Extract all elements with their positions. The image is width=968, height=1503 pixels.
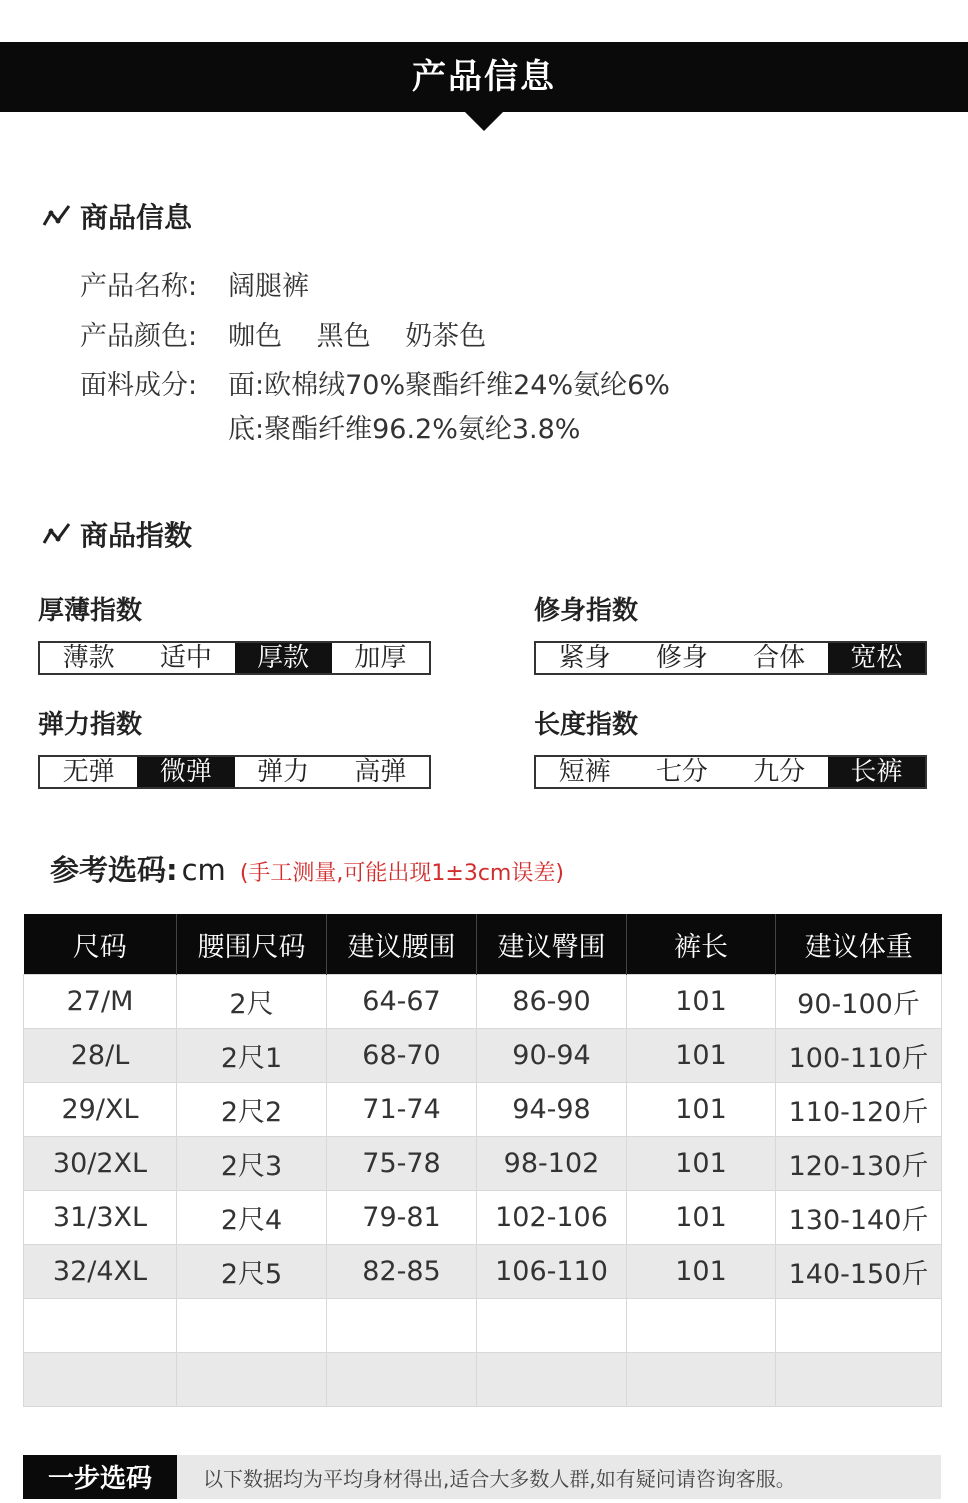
table-cell: 79-81 xyxy=(327,1191,477,1245)
scale-option: 宽松 xyxy=(828,643,925,673)
table-row xyxy=(24,1083,942,1137)
table-cell xyxy=(327,1353,477,1407)
trend-line-icon xyxy=(42,203,72,229)
table-row xyxy=(24,1353,942,1407)
table-row xyxy=(24,975,942,1029)
table-header-row xyxy=(24,914,942,975)
size-reference-note: (手工测量,可能出现1±3cm误差) xyxy=(239,861,564,886)
length-index-title: 长度指数 xyxy=(534,710,639,740)
table-cell: 90-94 xyxy=(477,1029,627,1083)
section-title-text: 商品指数 xyxy=(80,519,193,552)
product-color-row xyxy=(80,313,512,353)
product-color-label: 产品颜色: xyxy=(80,320,198,352)
column-header: 建议腰围 xyxy=(327,914,477,975)
table-cell: 2尺5 xyxy=(177,1245,327,1299)
table-cell: 90-100斤 xyxy=(776,975,942,1029)
length-index-scale xyxy=(534,755,927,789)
table-cell: 32/4XL xyxy=(24,1245,177,1299)
scale-option: 九分 xyxy=(753,757,806,787)
table-cell xyxy=(477,1299,627,1353)
table-cell xyxy=(177,1353,327,1407)
table-cell: 98-102 xyxy=(477,1137,627,1191)
table-cell xyxy=(627,1299,776,1353)
thickness-index-scale xyxy=(38,641,431,675)
table-cell: 75-78 xyxy=(327,1137,477,1191)
scale-option: 无弹 xyxy=(62,757,115,787)
table-cell: 82-85 xyxy=(327,1245,477,1299)
table-cell xyxy=(627,1353,776,1407)
footer-tag: 一步选码 xyxy=(23,1455,177,1499)
table-cell: 2尺3 xyxy=(177,1137,327,1191)
table-cell: 101 xyxy=(627,1191,776,1245)
table-cell: 29/XL xyxy=(24,1083,177,1137)
table-cell: 64-67 xyxy=(327,975,477,1029)
table-cell: 100-110斤 xyxy=(776,1029,942,1083)
fabric-lining-value: 底:聚酯纤维96.2%氨纶3.8% xyxy=(228,413,581,445)
product-name-label: 产品名称: xyxy=(80,270,198,302)
fabric-outer-value: 面:欧棉绒70%聚酯纤维24%氨纶6% xyxy=(228,369,670,401)
table-cell: 31/3XL xyxy=(24,1191,177,1245)
scale-option: 适中 xyxy=(159,643,212,673)
trend-line-icon xyxy=(42,521,72,547)
page-banner-title: 产品信息 xyxy=(0,42,968,112)
table-cell: 2尺2 xyxy=(177,1083,327,1137)
section-title-product-index xyxy=(42,514,192,554)
scale-option: 七分 xyxy=(655,757,708,787)
table-row xyxy=(24,1029,942,1083)
size-reference-label: 参考选码: xyxy=(50,853,178,887)
table-cell: 71-74 xyxy=(327,1083,477,1137)
table-cell: 106-110 xyxy=(477,1245,627,1299)
thickness-index-title: 厚薄指数 xyxy=(38,596,143,626)
table-row xyxy=(24,1245,942,1299)
table-cell: 101 xyxy=(627,1137,776,1191)
table-row xyxy=(24,1191,942,1245)
size-reference-line xyxy=(50,848,564,892)
table-cell xyxy=(327,1299,477,1353)
elasticity-index-scale xyxy=(38,755,431,789)
column-header: 裤长 xyxy=(627,914,776,975)
table-cell: 27/M xyxy=(24,975,177,1029)
scale-option: 厚款 xyxy=(235,643,332,673)
scale-option: 短裤 xyxy=(558,757,611,787)
color-option: 黑色 xyxy=(316,320,371,352)
table-cell xyxy=(477,1353,627,1407)
size-chart-table xyxy=(23,914,942,1407)
table-cell: 86-90 xyxy=(477,975,627,1029)
table-cell: 110-120斤 xyxy=(776,1083,942,1137)
fit-index-title: 修身指数 xyxy=(534,596,639,626)
table-row xyxy=(24,1299,942,1353)
table-cell xyxy=(24,1299,177,1353)
table-row xyxy=(24,1137,942,1191)
fit-index-scale xyxy=(534,641,927,675)
table-cell xyxy=(177,1299,327,1353)
product-color-values xyxy=(228,314,512,353)
table-cell: 2尺 xyxy=(177,975,327,1029)
scale-option: 加厚 xyxy=(354,643,407,673)
table-cell: 28/L xyxy=(24,1029,177,1083)
scale-option: 微弹 xyxy=(137,757,234,787)
column-header: 建议臀围 xyxy=(477,914,627,975)
color-option: 咖色 xyxy=(228,320,282,352)
fabric-row xyxy=(80,362,670,402)
footer-bar xyxy=(23,1455,941,1499)
table-cell: 130-140斤 xyxy=(776,1191,942,1245)
color-option: 奶茶色 xyxy=(405,320,487,352)
size-reference-unit: cm xyxy=(181,853,226,887)
table-cell xyxy=(776,1299,942,1353)
table-cell xyxy=(776,1353,942,1407)
product-name-row xyxy=(80,263,309,303)
footer-note: 以下数据均为平均身材得出,适合大多数人群,如有疑问请咨询客服。 xyxy=(203,1467,796,1491)
scale-option: 合体 xyxy=(753,643,806,673)
table-cell: 101 xyxy=(627,975,776,1029)
table-cell: 120-130斤 xyxy=(776,1137,942,1191)
scale-option: 弹力 xyxy=(257,757,310,787)
scale-option: 长裤 xyxy=(828,757,925,787)
scale-option: 紧身 xyxy=(558,643,611,673)
table-cell: 2尺1 xyxy=(177,1029,327,1083)
scale-option: 高弹 xyxy=(354,757,407,787)
banner-arrow-icon xyxy=(464,111,504,131)
scale-option: 薄款 xyxy=(62,643,115,673)
section-title-product-info xyxy=(42,196,192,236)
table-cell: 30/2XL xyxy=(24,1137,177,1191)
scale-option: 修身 xyxy=(655,643,708,673)
elasticity-index-title: 弹力指数 xyxy=(38,710,143,740)
table-cell xyxy=(24,1353,177,1407)
fabric-label: 面料成分: xyxy=(80,369,198,401)
product-name-value: 阔腿裤 xyxy=(228,270,309,302)
table-cell: 102-106 xyxy=(477,1191,627,1245)
column-header: 尺码 xyxy=(24,914,177,975)
table-cell: 101 xyxy=(627,1083,776,1137)
table-cell: 101 xyxy=(627,1029,776,1083)
fabric-lining-row xyxy=(228,406,580,446)
column-header: 腰围尺码 xyxy=(177,914,327,975)
table-cell: 68-70 xyxy=(327,1029,477,1083)
table-cell: 140-150斤 xyxy=(776,1245,942,1299)
column-header: 建议体重 xyxy=(776,914,942,975)
table-cell: 2尺4 xyxy=(177,1191,327,1245)
table-cell: 94-98 xyxy=(477,1083,627,1137)
section-title-text: 商品信息 xyxy=(80,201,193,234)
table-cell: 101 xyxy=(627,1245,776,1299)
